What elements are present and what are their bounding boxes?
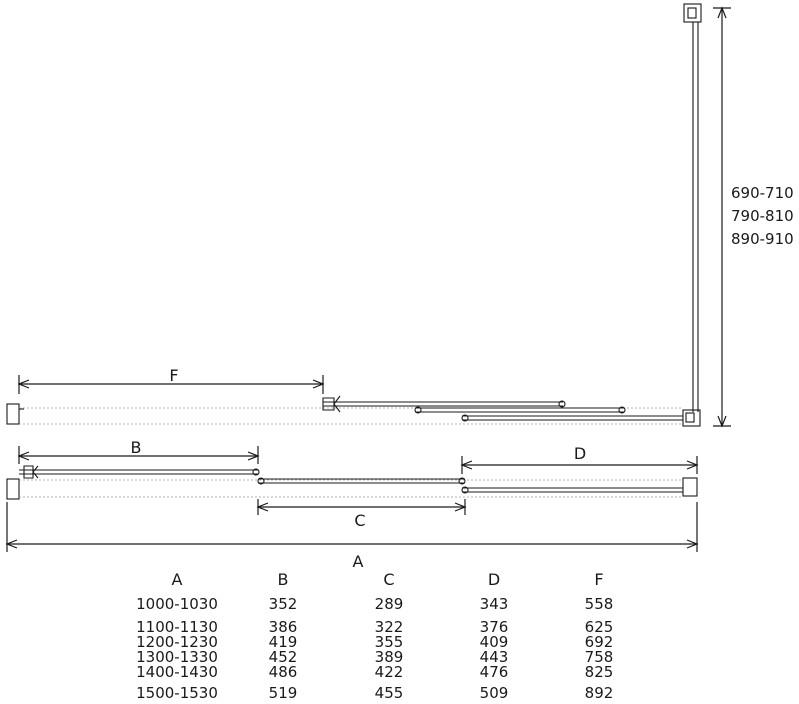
- table-cell-r6-F: 892: [584, 684, 614, 702]
- table-cell-r5-B: 486: [268, 663, 298, 681]
- dimension-label-C: C: [354, 511, 366, 530]
- table-cell-r6-A: 1500-1530: [136, 684, 218, 702]
- table-cell-r5-F: 825: [584, 663, 614, 681]
- side-panel-vertical: [683, 4, 701, 426]
- dimension-label-B: B: [130, 438, 142, 457]
- wall-bracket-left-upper: [7, 404, 19, 424]
- table-cell-r1-D: 343: [479, 595, 509, 613]
- table-cell-r3-B: 419: [268, 633, 298, 651]
- table-cell-r1-F: 558: [584, 595, 614, 613]
- table-cell-r6-C: 455: [374, 684, 404, 702]
- table-cell-r2-D: 376: [479, 618, 509, 636]
- wall-bracket-right-lower: [683, 478, 697, 496]
- table-cell-r1-B: 352: [268, 595, 298, 613]
- table-cell-r3-C: 355: [374, 633, 404, 651]
- table-cell-r5-A: 1400-1430: [136, 663, 218, 681]
- table-cell-r2-A: 1100-1130: [136, 618, 218, 636]
- dimension-label-A: A: [352, 552, 364, 571]
- table-cell-r2-C: 322: [374, 618, 404, 636]
- table-header-A: A: [171, 570, 183, 589]
- table-cell-r1-A: 1000-1030: [136, 595, 218, 613]
- table-cell-r2-B: 386: [268, 618, 298, 636]
- table-header-F: F: [594, 570, 604, 589]
- table-cell-r4-B: 452: [268, 648, 298, 666]
- table-cell-r4-A: 1300-1330: [136, 648, 218, 666]
- table-header-C: C: [383, 570, 395, 589]
- dimension-A: [7, 502, 697, 552]
- plan-view-open: [7, 396, 683, 424]
- table-header-D: D: [487, 570, 501, 589]
- table-cell-r3-A: 1200-1230: [136, 633, 218, 651]
- dimension-label-D: D: [573, 444, 587, 463]
- wall-bracket-left-lower: [7, 479, 19, 499]
- table-cell-r4-C: 389: [374, 648, 404, 666]
- table-header-B: B: [277, 570, 289, 589]
- table-cell-r6-D: 509: [479, 684, 509, 702]
- table-cell-r3-F: 692: [584, 633, 614, 651]
- height-value-3: 890-910: [731, 230, 794, 248]
- dimension-label-F: F: [169, 366, 179, 385]
- height-value-1: 690-710: [731, 184, 794, 202]
- table-cell-r5-D: 476: [479, 663, 509, 681]
- table-cell-r1-C: 289: [374, 595, 404, 613]
- plan-view-closed: [7, 466, 697, 499]
- table-cell-r3-D: 409: [479, 633, 509, 651]
- table-cell-r4-F: 758: [584, 648, 614, 666]
- table-cell-r2-F: 625: [584, 618, 614, 636]
- height-dimension: [713, 8, 731, 426]
- height-value-2: 790-810: [731, 207, 794, 225]
- table-cell-r6-B: 519: [268, 684, 298, 702]
- dimension-table: [136, 570, 613, 702]
- table-cell-r5-C: 422: [374, 663, 404, 681]
- side-panel-top-bracket: [684, 4, 701, 22]
- table-cell-r4-D: 443: [479, 648, 509, 666]
